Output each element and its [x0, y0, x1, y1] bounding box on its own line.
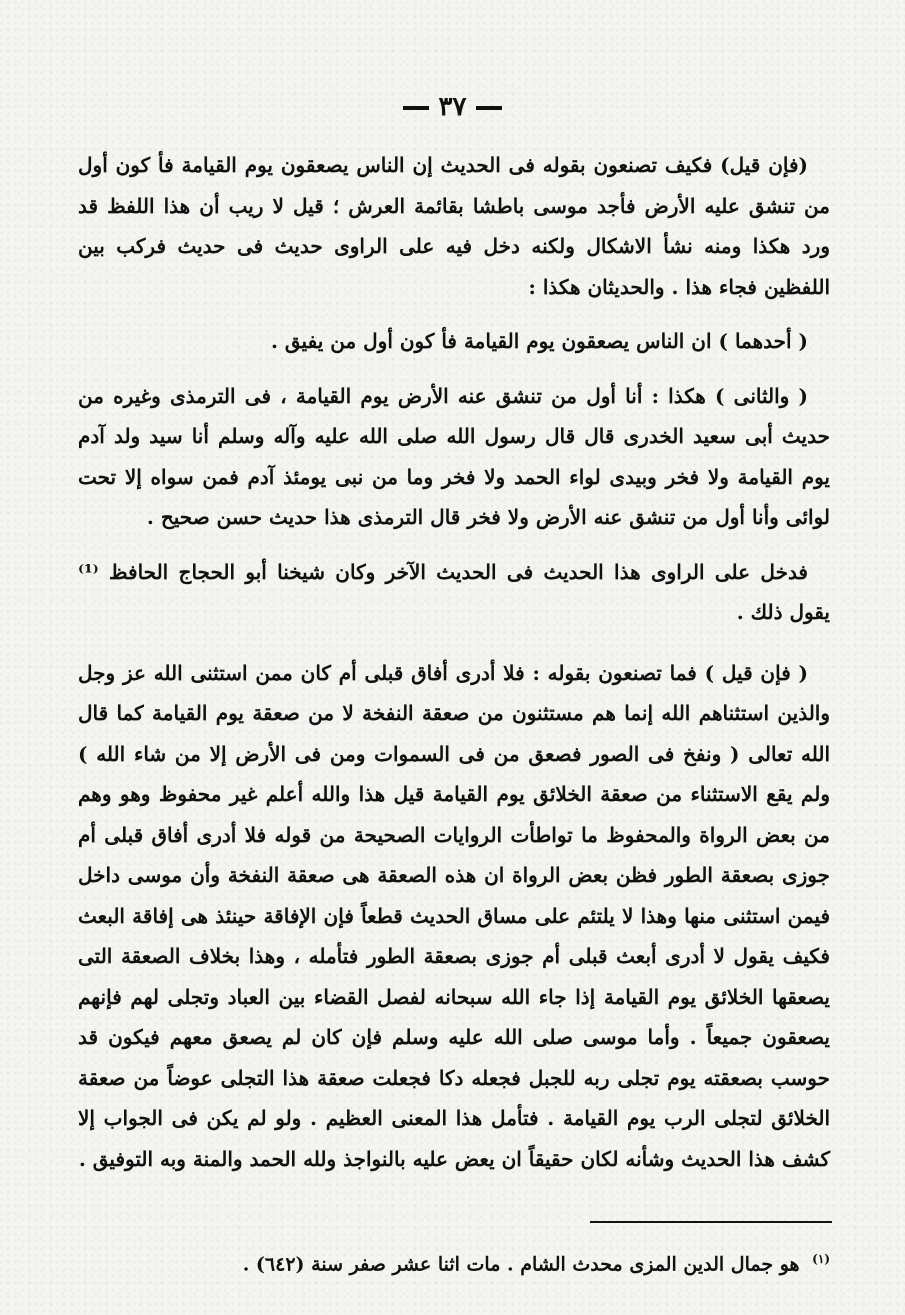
footnote-divider	[590, 1221, 832, 1223]
footnote	[150, 1244, 830, 1279]
footnote-text: هو جمال الدين المزى محدث الشام . مات اثنا عشر صفر سنة (٦٤٢) .	[242, 1253, 800, 1276]
page-number-header	[0, 92, 905, 122]
page-number: ٣٧	[438, 92, 467, 122]
dash-right	[476, 106, 502, 110]
paragraph-2: ( أحدهما ) ان الناس يصعقون يوم القيامة فأ كون أول من يفيق .	[270, 329, 808, 353]
paragraph-4: فدخل على الراوى هذا الحديث فى الحديث الآخر وكان شيخنا أبو الحجاج الحافظ ⁽¹⁾ يقول ذلك .	[78, 559, 830, 624]
paragraph-3: ( والثانى ) هكذا : أنا أول من تنشق عنه الأرض يوم القيامة ، فى الترمذى وغيره من حديث أبى سعيد الخدرى قال قال رسول الله صلى الله عليه وآله وسلم أنا سيد ولد آدم يوم القيامة ولا فخر وبيدى لواء الحمد ولا فخر وما من نبى يومئذ آدم فمن سواه إلا تحت لوائى وأنا أول من تنشق عنه الأرض ولا فخر قال الترمذى هذا حديث حسن صحيح .	[78, 383, 830, 529]
footnote-marker: (١)	[812, 1252, 830, 1266]
main-text	[78, 145, 830, 1179]
dash-left	[403, 106, 429, 110]
paragraph-1: (فإن قيل) فكيف تصنعون بقوله فى الحديث إن الناس يصعقون يوم القيامة فأ كون أول من تنشق عليه الأرض فأجد موسى باطشا بقائمة العرش ؛ قيل لا ريب أن هذا اللفظ قد ورد هكذا ومنه نشأ الاشكال ولكنه دخل فيه على الراوى حديث فى حديث فركب بين اللفظين فجاء هذا . والحديثان هكذا :	[78, 153, 830, 299]
paragraph-5: ( فإن قيل ) فما تصنعون بقوله : فلا أدرى أفاق قبلى أم كان ممن استثنى الله عز وجل والذين استثناهم الله إنما هم مستثنون من صعقة النفخة لا من صعقة يوم القيامة كما قال الله تعالى ( ونفخ فى الصور فصعق من فى السموات ومن فى الأرض إلا من شاء الله ) ولم يقع الاستثناء من صعقة الخلائق يوم القيامة قيل هذا والله أعلم غير محفوظ وهو وهم من بعض الرواة والمحفوظ ما تواطأت الروايات الصحيحة من قوله فلا أدرى أفاق قبلى أم جوزى بصعقة الطور فظن بعض الرواة ان هذه الصعقة هى صعقة النفخة وأن موسى داخل فيمن استثنى منها وهذا لا يلتئم على مساق الحديث قطعاً فإن الإفاقة حينئذ هى إفاقة البعث فكيف يقول لا أدرى أبعث قبلى أم جوزى بصعقة الطور فتأمله ، وهذا بخلاف الصعقة التى يصعقها الخلائق يوم القيامة إذا جاء الله سبحانه لفصل القضاء بين العباد وتجلى لهم فإنهم يصعقون جميعاً . وأما موسى صلى الله عليه وسلم فإن كان لم يصعق معهم فيكون قد حوسب بصعقته يوم تجلى ربه للجبل فجعله دكا فجعلت صعقة هذا التجلى عوضاً من صعقة الخلائق لتجلى الرب يوم القيامة . فتأمل هذا المعنى العظيم . ولو لم يكن فى الجواب إلا كشف هذا الحديث وشأنه لكان حقيقاً ان يعض عليه بالنواجذ ولله الحمد والمنة وبه التوفيق .	[78, 660, 830, 1171]
